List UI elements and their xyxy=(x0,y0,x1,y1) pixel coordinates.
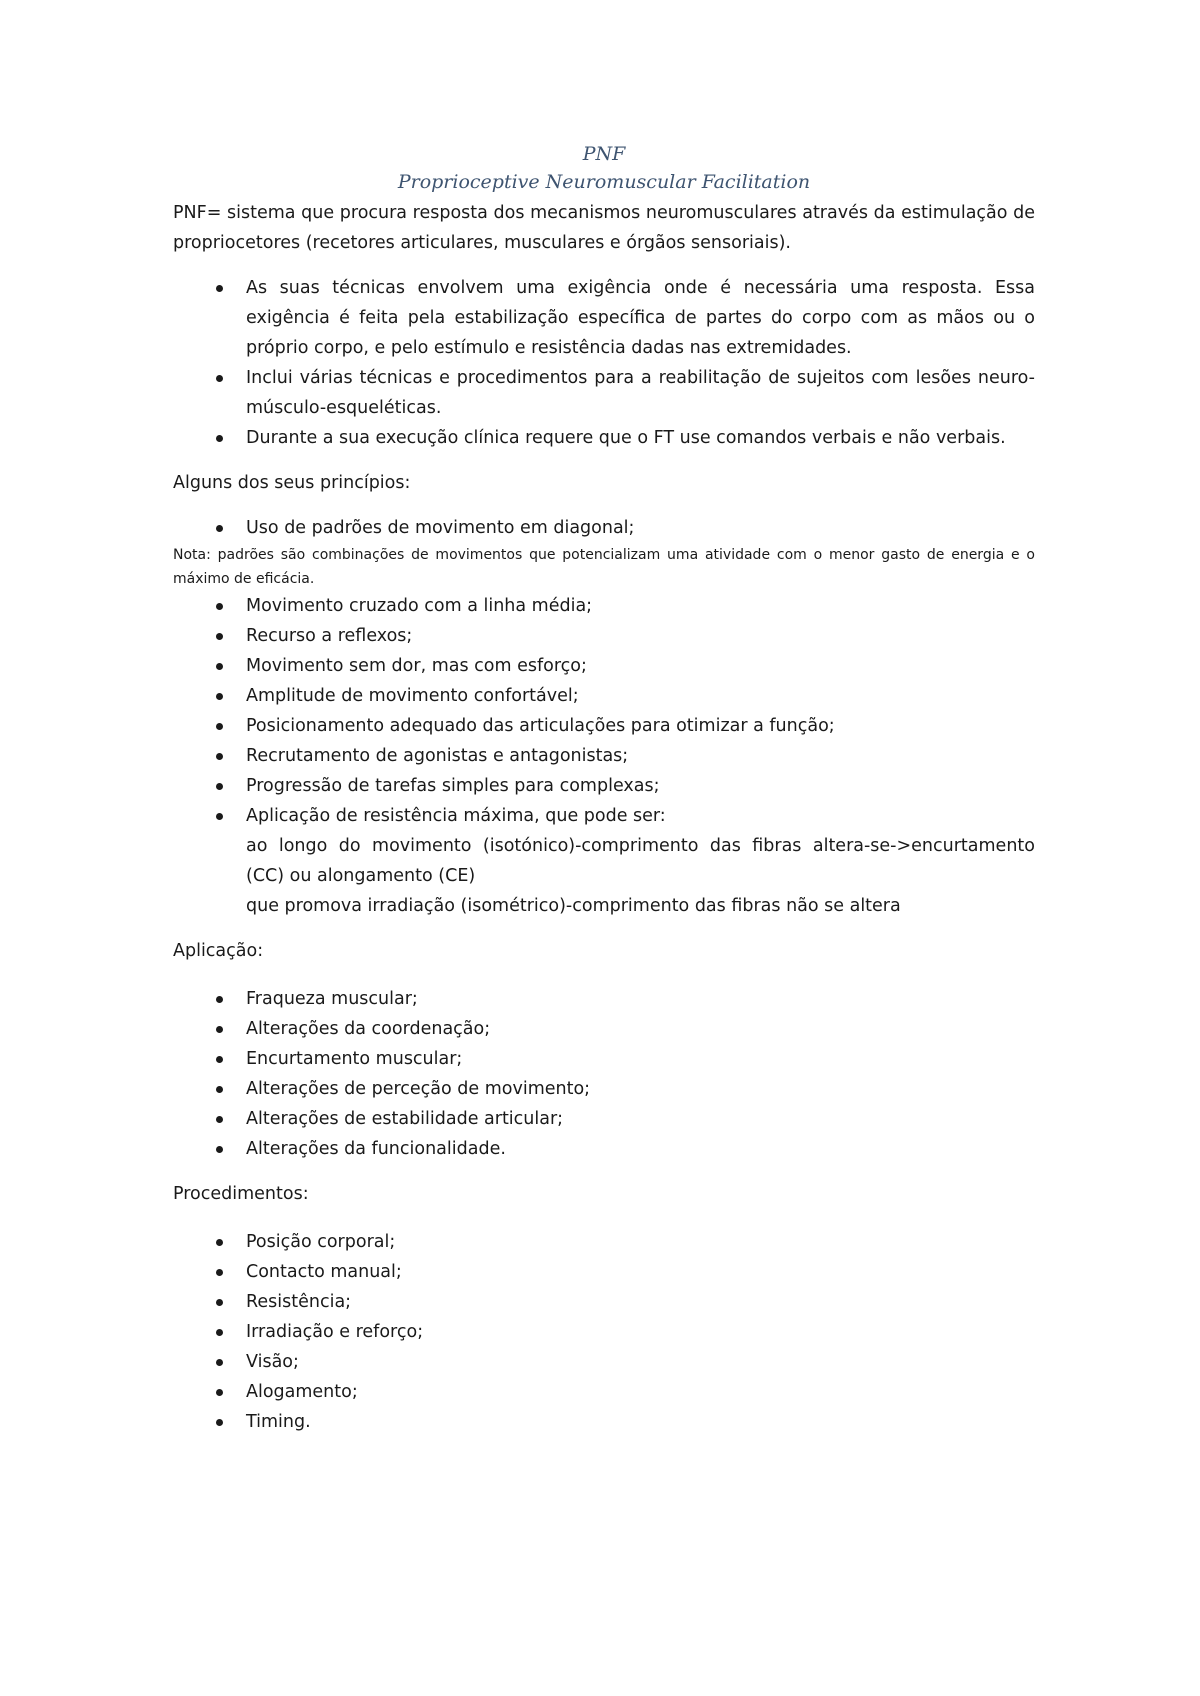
list-item xyxy=(173,1227,1035,1257)
list-item-text: As suas técnicas envolvem uma exigência onde é necessária uma resposta. Essa exigência é feita pela estabilização específica de partes do corpo com as mãos ou o próprio corpo, e pelo estímulo e resistência dadas nas extremidades. xyxy=(246,278,1035,358)
list-item-text: Inclui várias técnicas e procedimentos para a reabilitação de sujeitos com lesões neuro-músculo-esqueléticas. xyxy=(246,368,1035,418)
list-item xyxy=(173,1044,1035,1074)
procedures-heading: Procedimentos: xyxy=(173,1184,309,1204)
list-item-text: Recrutamento de agonistas e antagonistas; xyxy=(246,746,629,766)
application-heading: Aplicação: xyxy=(173,941,264,961)
list-item-text: Posicionamento adequado das articulações para otimizar a função; xyxy=(246,716,835,736)
list-item xyxy=(173,1104,1035,1134)
list-item-text: Uso de padrões de movimento em diagonal; xyxy=(246,518,635,538)
list-item-text: Alterações da coordenação; xyxy=(246,1019,491,1039)
list-item xyxy=(173,1407,1035,1437)
bullet-icon xyxy=(216,285,223,292)
bullet-icon xyxy=(216,1116,223,1123)
list-item-text: Visão; xyxy=(246,1352,299,1372)
bullet-icon xyxy=(216,783,223,790)
list-item xyxy=(173,621,1035,651)
bullet-icon xyxy=(216,1239,223,1246)
bullet-icon xyxy=(216,1086,223,1093)
list-item-text: Progressão de tarefas simples para complexas; xyxy=(246,776,660,796)
list-item xyxy=(173,363,1035,423)
list-item xyxy=(173,1134,1035,1164)
intro-bullet-list xyxy=(173,273,1035,453)
list-item xyxy=(173,1074,1035,1104)
bullet-icon xyxy=(216,435,223,442)
bullet-icon xyxy=(216,633,223,640)
list-item-text: Alogamento; xyxy=(246,1382,358,1402)
bullet-icon xyxy=(216,1329,223,1336)
list-item xyxy=(173,513,1035,543)
list-item xyxy=(173,741,1035,771)
list-item xyxy=(173,651,1035,681)
list-item xyxy=(173,681,1035,711)
document-title: PNF xyxy=(582,143,626,165)
list-item-text: Encurtamento muscular; xyxy=(246,1049,463,1069)
application-list xyxy=(173,984,1035,1164)
resistance-isometric-line: que promova irradiação (isométrico)-comprimento das fibras não se altera xyxy=(246,896,901,916)
list-item xyxy=(173,273,1035,363)
bullet-icon xyxy=(216,375,223,382)
list-item xyxy=(173,1014,1035,1044)
list-item xyxy=(173,591,1035,621)
list-item xyxy=(173,1377,1035,1407)
procedures-list xyxy=(173,1227,1035,1437)
list-item-text: Movimento sem dor, mas com esforço; xyxy=(246,656,587,676)
list-item xyxy=(173,771,1035,801)
bullet-icon xyxy=(216,753,223,760)
bullet-icon xyxy=(216,813,223,820)
document-page xyxy=(173,140,1035,1437)
bullet-icon xyxy=(216,1269,223,1276)
bullet-icon xyxy=(216,1056,223,1063)
list-item xyxy=(173,1317,1035,1347)
list-item xyxy=(173,801,1035,921)
list-item-text: Movimento cruzado com a linha média; xyxy=(246,596,593,616)
bullet-icon xyxy=(216,693,223,700)
list-item-text: Alterações de estabilidade articular; xyxy=(246,1109,564,1129)
bullet-icon xyxy=(216,603,223,610)
bullet-icon xyxy=(216,723,223,730)
bullet-icon xyxy=(216,1146,223,1153)
list-item-text: Amplitude de movimento confortável; xyxy=(246,686,579,706)
principles-note: Nota: padrões são combinações de movimentos que potencializam uma atividade com o menor gasto de energia e o máximo de eficácia. xyxy=(173,547,1035,587)
list-item xyxy=(173,423,1035,453)
principles-heading: Alguns dos seus princípios: xyxy=(173,473,411,493)
list-item-text: Resistência; xyxy=(246,1292,352,1312)
list-item-text: Contacto manual; xyxy=(246,1262,402,1282)
document-subtitle: Proprioceptive Neuromuscular Facilitation xyxy=(397,171,811,193)
resistance-isotonic-line: ao longo do movimento (isotónico)-comprimento das fibras altera-se->encurtamento (CC) ou alongamento (CE) xyxy=(246,836,1035,886)
list-item-text: Fraqueza muscular; xyxy=(246,989,418,1009)
list-item-text: Irradiação e reforço; xyxy=(246,1322,424,1342)
bullet-icon xyxy=(216,1389,223,1396)
list-item-text: Alterações de perceção de movimento; xyxy=(246,1079,591,1099)
bullet-icon xyxy=(216,1026,223,1033)
principles-list xyxy=(173,591,1035,921)
bullet-icon xyxy=(216,1419,223,1426)
list-item xyxy=(173,711,1035,741)
list-item-text: Timing. xyxy=(246,1412,311,1432)
bullet-icon xyxy=(216,1299,223,1306)
intro-paragraph: PNF= sistema que procura resposta dos mecanismos neuromusculares através da estimulação de propriocetores (recetores articulares, musculares e órgãos sensoriais). xyxy=(173,203,1035,253)
bullet-icon xyxy=(216,525,223,532)
bullet-icon xyxy=(216,663,223,670)
bullet-icon xyxy=(216,1359,223,1366)
principles-first-list xyxy=(173,513,1035,543)
list-item-text: Recurso a reflexos; xyxy=(246,626,413,646)
list-item-text: Aplicação de resistência máxima, que pode ser: xyxy=(246,806,666,826)
list-item xyxy=(173,1287,1035,1317)
list-item xyxy=(173,1257,1035,1287)
list-item-text: Durante a sua execução clínica requere que o FT use comandos verbais e não verbais. xyxy=(246,428,1006,448)
list-item xyxy=(173,1347,1035,1377)
list-item-text: Alterações da funcionalidade. xyxy=(246,1139,506,1159)
list-item xyxy=(173,984,1035,1014)
list-item-text: Posição corporal; xyxy=(246,1232,396,1252)
bullet-icon xyxy=(216,996,223,1003)
